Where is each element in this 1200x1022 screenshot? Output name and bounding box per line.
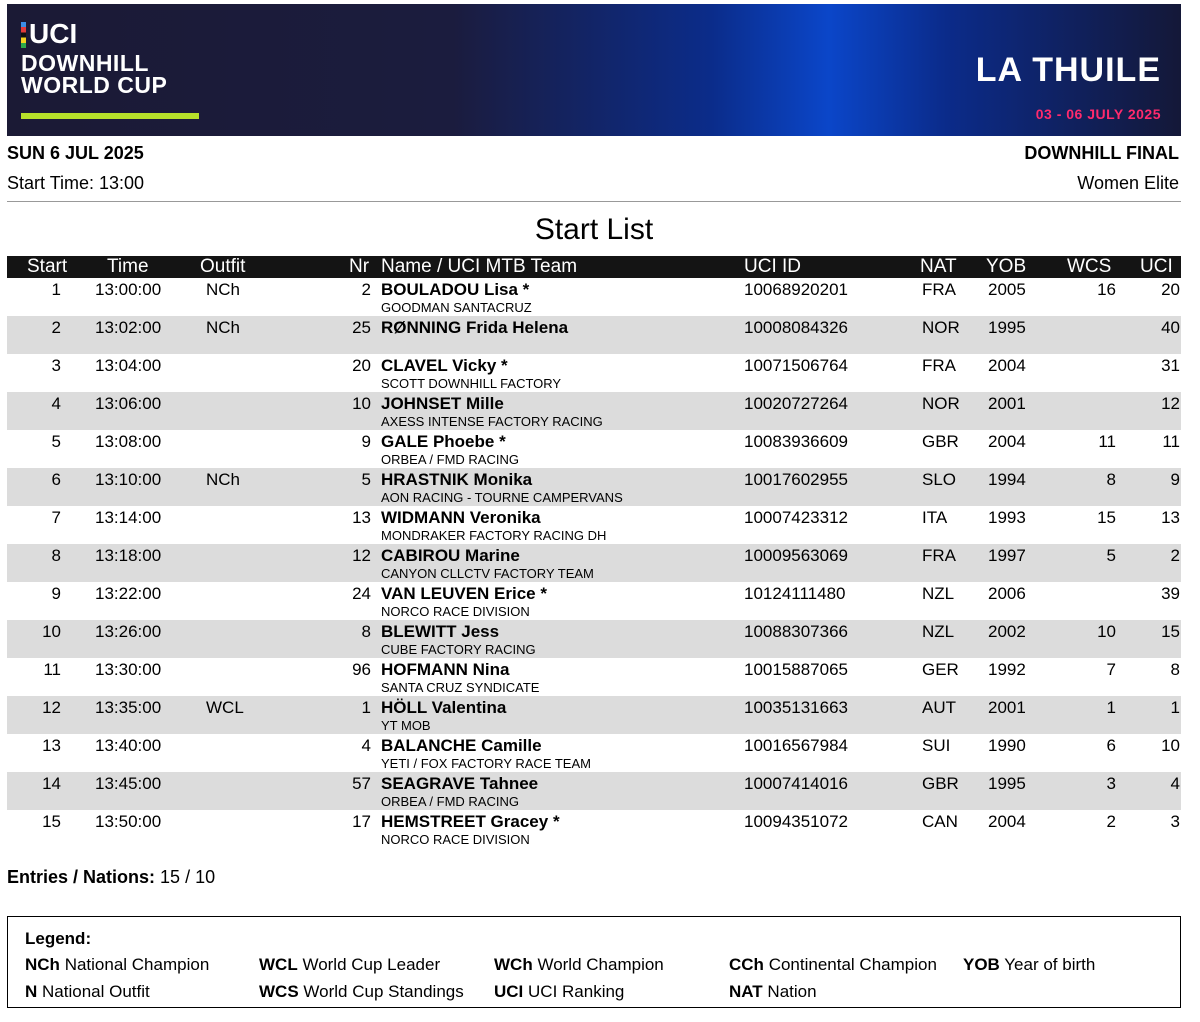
cell-uci: 15 [1161, 622, 1180, 641]
cell-nr: 8 [361, 622, 371, 641]
cell-uci: 39 [1161, 584, 1180, 603]
cell-nat: GBR [922, 432, 959, 451]
cell-yob: 2006 [988, 584, 1026, 603]
legend-title: Legend: [25, 929, 92, 948]
cell-time: 13:26:00 [95, 622, 162, 641]
cell-yob: 1995 [988, 774, 1026, 793]
cell-team: YETI / FOX FACTORY RACE TEAM [381, 756, 591, 771]
cell-team: CANYON CLLCTV FACTORY TEAM [381, 566, 594, 581]
cell-name: BOULADOU Lisa * [381, 280, 530, 299]
cell-uci: 10 [1161, 736, 1180, 755]
legend-item: UCI UCI Ranking [494, 982, 625, 1001]
cell-nr: 1 [361, 698, 371, 717]
series-title-line1: DOWNHILL [21, 50, 149, 76]
cell-yob: 1995 [988, 318, 1026, 337]
cell-team: AON RACING - TOURNE CAMPERVANS [381, 490, 623, 505]
cell-wcs: 7 [1106, 660, 1116, 679]
legend-item: WCL World Cup Leader [259, 955, 441, 974]
cell-start: 7 [51, 508, 61, 527]
cell-start: 8 [51, 546, 61, 565]
cell-time: 13:10:00 [95, 470, 162, 489]
entries-summary [7, 867, 215, 888]
start-time: Start Time: 13:00 [7, 173, 145, 193]
cell-team: NORCO RACE DIVISION [381, 604, 530, 619]
cell-team: SCOTT DOWNHILL FACTORY [381, 376, 562, 391]
cell-nat: NZL [922, 622, 955, 641]
cell-wcs: 1 [1106, 698, 1116, 717]
cell-nat: GER [922, 660, 959, 679]
cell-name: HEMSTREET Gracey * [381, 812, 560, 831]
table-row [7, 316, 1181, 354]
cell-name: GALE Phoebe * [381, 432, 506, 451]
cell-nat: AUT [922, 698, 956, 717]
cell-wcs: 2 [1106, 812, 1116, 831]
cell-uci-id: 10015887065 [744, 660, 849, 679]
legend-item: CCh Continental Champion [729, 955, 937, 974]
cell-start: 11 [43, 660, 61, 679]
cell-wcs: 16 [1097, 280, 1116, 299]
cell-wcs: 6 [1106, 736, 1116, 755]
cell-yob: 1993 [988, 508, 1026, 527]
col-header-nat: NAT [920, 256, 957, 277]
cell-yob: 2001 [988, 394, 1026, 413]
cell-uci: 40 [1161, 318, 1180, 337]
table-row [7, 278, 1181, 316]
cell-outfit: NCh [206, 280, 241, 299]
cell-start: 2 [51, 318, 61, 337]
cell-uci: 1 [1170, 698, 1180, 717]
col-header-yob: YOB [986, 256, 1027, 277]
cell-yob: 1994 [988, 470, 1026, 489]
legend-item: YOB Year of birth [963, 955, 1096, 974]
col-header-outfit: Outfit [200, 256, 246, 277]
cell-time: 13:50:00 [95, 812, 162, 831]
col-header-time: Time [107, 256, 149, 277]
table-row [7, 506, 1181, 544]
cell-nr: 25 [352, 318, 371, 337]
uci-logo-text: UCI [29, 18, 78, 49]
cell-uci: 11 [1162, 432, 1180, 451]
cell-time: 13:06:00 [95, 394, 162, 413]
cell-time: 13:00:00 [95, 280, 162, 299]
cell-team: ORBEA / FMD RACING [381, 452, 519, 467]
cell-wcs: 5 [1106, 546, 1116, 565]
cell-team: MONDRAKER FACTORY RACING DH [381, 528, 607, 543]
cell-uci-id: 10094351072 [744, 812, 849, 831]
cell-yob: 2002 [988, 622, 1026, 641]
cell-wcs: 15 [1097, 508, 1116, 527]
page-title: Start List [534, 213, 654, 246]
cell-nr: 9 [361, 432, 371, 451]
cell-team: SANTA CRUZ SYNDICATE [381, 680, 540, 695]
cell-time: 13:18:00 [95, 546, 162, 565]
cell-wcs: 3 [1106, 774, 1116, 793]
cell-nat: GBR [922, 774, 959, 793]
col-header-uci-id: UCI ID [744, 256, 801, 277]
cell-nat: SLO [922, 470, 957, 489]
cell-start: 9 [51, 584, 61, 603]
cell-uci-id: 10009563069 [744, 546, 849, 565]
table-row [7, 544, 1181, 582]
cell-yob: 2004 [988, 812, 1026, 831]
table-row [7, 620, 1181, 658]
cell-nat: FRA [922, 546, 956, 565]
table-row [7, 772, 1181, 810]
cell-nat: SUI [922, 736, 951, 755]
cell-uci: 12 [1161, 394, 1180, 413]
cell-nat: ITA [922, 508, 948, 527]
cell-start: 10 [42, 622, 61, 641]
cell-nr: 57 [352, 774, 371, 793]
cell-outfit: WCL [206, 698, 244, 717]
cell-nr: 5 [361, 470, 371, 489]
cell-nat: NOR [922, 394, 960, 413]
cell-uci: 13 [1161, 508, 1180, 527]
entries-value: 15 / 10 [160, 867, 216, 887]
cell-nat: FRA [922, 356, 956, 375]
cell-outfit: NCh [206, 318, 241, 337]
cell-uci-id: 10007414016 [744, 774, 849, 793]
table-row [7, 734, 1181, 772]
series-title [21, 52, 167, 96]
cell-uci: 9 [1170, 470, 1180, 489]
cell-team: NORCO RACE DIVISION [381, 832, 530, 847]
cell-nr: 12 [352, 546, 371, 565]
cell-yob: 2004 [988, 356, 1026, 375]
cell-nr: 10 [352, 394, 371, 413]
cell-start: 3 [51, 356, 61, 375]
cell-yob: 1992 [988, 660, 1026, 679]
cell-nr: 4 [361, 736, 371, 755]
start-list-table [7, 256, 1181, 848]
cell-uci-id: 10088307366 [744, 622, 849, 641]
cell-time: 13:04:00 [95, 356, 162, 375]
cell-name: JOHNSET Mille [381, 394, 504, 413]
table-row [7, 468, 1181, 506]
legend-item: NAT Nation [729, 982, 817, 1001]
cell-time: 13:08:00 [95, 432, 162, 451]
cell-start: 5 [51, 432, 61, 451]
cell-outfit: NCh [206, 470, 241, 489]
cell-nr: 96 [352, 660, 371, 679]
cell-team: YT MOB [381, 718, 431, 733]
cell-wcs: 11 [1098, 432, 1116, 451]
event-name: DOWNHILL FINAL [1024, 143, 1179, 163]
cell-nat: CAN [922, 812, 958, 831]
cell-start: 14 [42, 774, 61, 793]
legend-item: NCh National Champion [25, 955, 210, 974]
entries-label: Entries / Nations: [7, 867, 156, 887]
cell-start: 15 [42, 812, 61, 831]
race-date: SUN 6 JUL 2025 [7, 143, 144, 163]
cell-time: 13:14:00 [95, 508, 162, 527]
legend-item: WCS World Cup Standings [259, 982, 464, 1001]
cell-uci-id: 10068920201 [744, 280, 849, 299]
col-header-start: Start [27, 256, 68, 277]
cell-uci-id: 10035131663 [744, 698, 849, 717]
cell-uci: 2 [1170, 546, 1180, 565]
cell-uci: 3 [1170, 812, 1180, 831]
cell-nr: 2 [361, 280, 371, 299]
col-header-uci: UCI [1140, 256, 1173, 277]
table-row [7, 582, 1181, 620]
col-header-name: Name / UCI MTB Team [381, 256, 578, 277]
cell-nr: 20 [352, 356, 371, 375]
cell-uci: 8 [1170, 660, 1180, 679]
cell-yob: 2005 [988, 280, 1026, 299]
cell-uci-id: 10017602955 [744, 470, 849, 489]
cell-nr: 13 [352, 508, 371, 527]
cell-team: GOODMAN SANTACRUZ [381, 300, 532, 315]
table-row [7, 810, 1181, 848]
cell-nat: NOR [922, 318, 960, 337]
cell-wcs: 10 [1097, 622, 1116, 641]
cell-name: SEAGRAVE Tahnee [381, 774, 539, 793]
cell-time: 13:45:00 [95, 774, 162, 793]
cell-name: CABIROU Marine [381, 546, 520, 565]
table-row [7, 430, 1181, 468]
cell-start: 6 [51, 470, 61, 489]
table-body [7, 278, 1181, 848]
cell-time: 13:35:00 [95, 698, 162, 717]
cell-time: 13:02:00 [95, 318, 162, 337]
cell-uci-id: 10007423312 [744, 508, 849, 527]
cell-name: HOFMANN Nina [381, 660, 510, 679]
cell-wcs: 8 [1106, 470, 1116, 489]
cell-uci-id: 10124111480 [744, 584, 846, 603]
category-name: Women Elite [1077, 173, 1179, 193]
legend-item: N National Outfit [25, 982, 150, 1001]
cell-uci-id: 10020727264 [744, 394, 849, 413]
cell-time: 13:22:00 [95, 584, 162, 603]
cell-uci: 20 [1161, 280, 1180, 299]
legend-item: WCh World Champion [494, 955, 664, 974]
event-dates: 03 - 06 JULY 2025 [1035, 106, 1161, 122]
cell-yob: 2004 [988, 432, 1026, 451]
cell-uci-id: 10008084326 [744, 318, 849, 337]
cell-uci: 31 [1161, 356, 1180, 375]
cell-start: 1 [51, 280, 61, 299]
cell-start: 4 [51, 394, 61, 413]
col-header-wcs: WCS [1067, 256, 1112, 277]
banner-accent-bar [21, 113, 199, 119]
table-row [7, 354, 1181, 392]
cell-time: 13:40:00 [95, 736, 162, 755]
cell-team: ORBEA / FMD RACING [381, 794, 519, 809]
cell-name: WIDMANN Veronika [381, 508, 541, 527]
table-row [7, 658, 1181, 696]
series-title-line2: WORLD CUP [21, 72, 168, 98]
cell-nat: FRA [922, 280, 956, 299]
col-header-nr: Nr [349, 256, 370, 277]
cell-time: 13:30:00 [95, 660, 162, 679]
cell-uci-id: 10071506764 [744, 356, 849, 375]
cell-uci: 4 [1170, 774, 1180, 793]
table-row [7, 696, 1181, 734]
cell-start: 13 [42, 736, 61, 755]
cell-uci-id: 10016567984 [744, 736, 849, 755]
cell-team: CUBE FACTORY RACING [381, 642, 536, 657]
cell-uci-id: 10083936609 [744, 432, 849, 451]
cell-name: BALANCHE Camille [381, 736, 542, 755]
cell-yob: 1997 [988, 546, 1026, 565]
cell-nat: NZL [922, 584, 955, 603]
header-divider [7, 201, 1181, 202]
uci-rainbow-stripes [21, 22, 26, 48]
event-banner [7, 4, 1181, 136]
cell-name: CLAVEL Vicky * [381, 356, 508, 375]
cell-team: AXESS INTENSE FACTORY RACING [381, 414, 603, 429]
cell-yob: 2001 [988, 698, 1026, 717]
cell-name: HRASTNIK Monika [381, 470, 533, 489]
table-header [7, 256, 1181, 278]
cell-name: BLEWITT Jess [381, 622, 500, 641]
cell-name: RØNNING Frida Helena [381, 318, 569, 337]
cell-nr: 17 [352, 812, 371, 831]
legend-box [7, 916, 1181, 1008]
table-row [7, 392, 1181, 430]
cell-name: HÖLL Valentina [381, 698, 507, 717]
cell-name: VAN LEUVEN Erice * [381, 584, 547, 603]
cell-nr: 24 [352, 584, 371, 603]
cell-yob: 1990 [988, 736, 1026, 755]
venue-name: LA THUILE [975, 51, 1161, 89]
cell-start: 12 [42, 698, 61, 717]
